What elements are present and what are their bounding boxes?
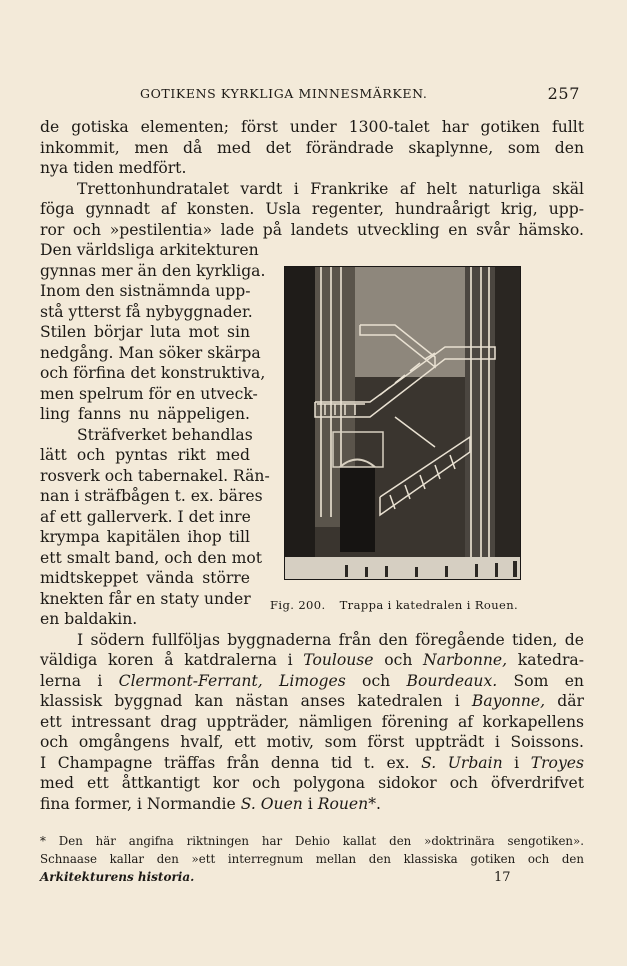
page-number: 257 xyxy=(547,84,580,103)
text-line: lätt och pyntas rikt med xyxy=(40,446,250,464)
text-line: knekten får en staty under xyxy=(40,589,251,608)
wrapped-column xyxy=(40,261,270,630)
text-line: stå ytterst få nybyggnader. xyxy=(40,302,253,321)
staircase-photo xyxy=(284,266,521,580)
running-title: GOTIKENS KYRKLIGA MINNESMÄRKEN. xyxy=(140,86,428,101)
text-line: men spelrum för en utveck- xyxy=(40,384,258,403)
footnote-line: Schnaase kallar den »ett interregnum mellan den klassiska gotiken och den xyxy=(40,852,584,866)
text-line: klassisk byggnad kan nästan anses katedralen i Bayonne, där xyxy=(40,692,584,710)
text-line: ett intressant drag uppträder, nämligen förening af korkapellens xyxy=(40,712,584,731)
text-line: fina former, i Normandie S. Ouen i Rouen*. xyxy=(40,794,381,813)
footnote xyxy=(40,832,584,868)
footnote-line: * Den här angifna riktningen har Dehio kallat den »doktrinära sengotiken». xyxy=(40,834,584,848)
text-line: med ett åttkantigt kor och polygona sidokor och öfverdrifvet xyxy=(40,774,584,792)
text-line: ett smalt band, och den mot xyxy=(40,548,263,567)
text-line: de gotiska elementen; först under 1300-talet har gotiken fullt xyxy=(40,118,584,136)
staircase-illustration xyxy=(285,267,520,579)
text-line: midtskeppet vända större xyxy=(40,569,250,587)
text-line: och omgångens hvalf, ett motiv, som först uppträdt i Soissons. xyxy=(40,733,584,751)
text-line: nan i sträfbågen t. ex. bäres xyxy=(40,487,263,505)
text-line: ror och »pestilentia» lade på landets utveckling en svår hämsko. xyxy=(40,220,584,239)
text-line: krympa kapitälen ihop till xyxy=(40,528,250,546)
text-line: Inom den sistnämnda upp- xyxy=(40,282,251,300)
figure-number: Fig. 200. xyxy=(270,598,326,612)
text-line: af ett gallerverk. I det inre xyxy=(40,507,251,526)
text-line: nya tiden medfört. xyxy=(40,159,187,177)
book-title-signature: Arkitekturens historia. xyxy=(40,870,195,884)
text-line: I södern fullföljas byggnaderna från den föregående tiden, de xyxy=(77,630,584,649)
figure-200 xyxy=(284,266,520,580)
text-line: en baldakin. xyxy=(40,610,138,628)
text-line: ling fanns nu näppeligen. xyxy=(40,405,250,423)
text-line: Trettonhundratalet vardt i Frankrike af helt naturliga skäl xyxy=(77,179,584,198)
text-line: väldiga koren å katdralerna i Toulouse och Narbonne, katedra- xyxy=(40,651,584,669)
text-line: föga gynnadt af konsten. Usla regenter, hundraårigt krig, upp- xyxy=(40,200,584,218)
text-line: Sträfverket behandlas xyxy=(77,425,253,444)
text-line: gynnas mer än den kyrkliga. xyxy=(40,261,266,280)
text-line: lerna i Clermont-Ferrant, Limoges och Bourdeaux. Som en xyxy=(40,671,584,690)
figure-caption xyxy=(270,598,526,612)
text-line: nedgång. Man söker skärpa xyxy=(40,343,261,362)
text-line: Den världsliga arkitekturen xyxy=(40,241,259,259)
text-line: rosverk och tabernakel. Rän- xyxy=(40,466,270,485)
text-line: inkommit, men då med det förändrade skaplynne, som den xyxy=(40,138,584,157)
sheet-signature: 17 xyxy=(494,870,511,885)
figure-caption-text: Trappa i katedralen i Rouen. xyxy=(339,598,519,612)
text-line: Stilen börjar luta mot sin xyxy=(40,323,250,341)
text-line: I Champagne träffas från denna tid t. ex. S. Urbain i Troyes xyxy=(40,753,584,772)
text-line: och förfina det konstruktiva, xyxy=(40,364,266,382)
